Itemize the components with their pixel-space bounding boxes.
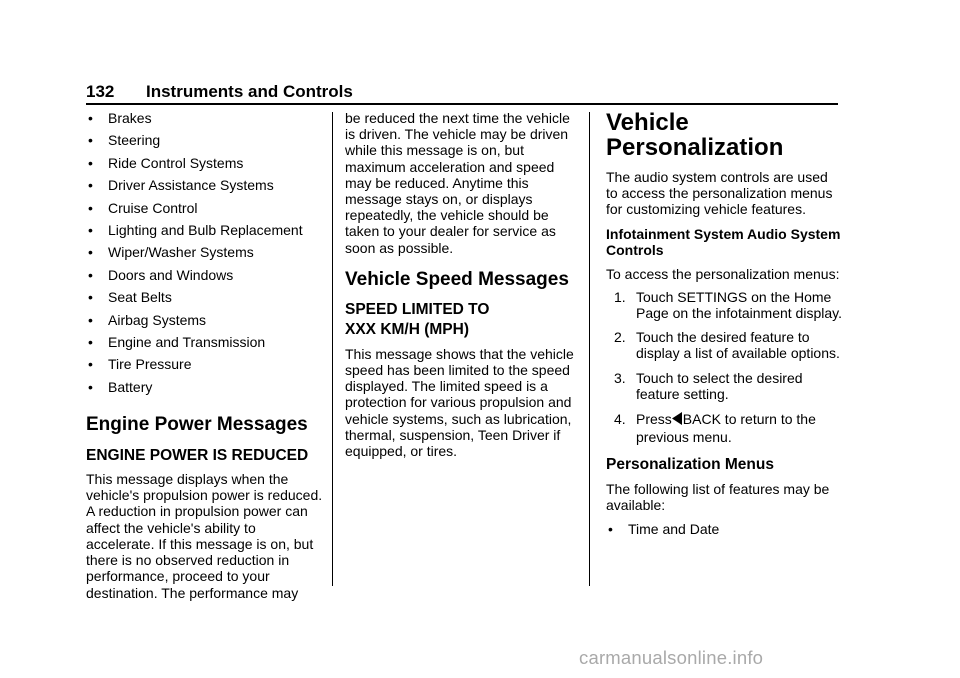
engine-power-paragraph: This message displays when the vehicle's propulsion power is reduced. A reduction in propulsion power can affect the vehicle's ability to accelerate. If this message is on, but there is no observed reduction in performance, proceed to your destination. The performance may	[86, 471, 323, 601]
step-number: 4.	[614, 411, 626, 428]
personalization-intro: The audio system controls are used to access the personalization menus for customizing vehicle features.	[606, 169, 833, 218]
watermark: carmanualsonline.info	[579, 647, 764, 668]
step-item	[606, 410, 842, 446]
step-number: 1.	[614, 288, 626, 305]
step-item	[606, 370, 842, 402]
heading-line1: Vehicle	[606, 109, 689, 136]
list-item: • Engine and Transmission	[86, 334, 326, 356]
speed-limited-paragraph: This message shows that the vehicle speed has been limited to the speed displayed. The limited speed is a protection for various propulsion and vehicle systems, such as lubrication, thermal, suspension, Teen Driver if equipped, or tires.	[345, 345, 574, 460]
speed-limited-title	[345, 300, 581, 340]
list-item: • Battery	[86, 379, 326, 401]
step-item	[606, 329, 842, 361]
infotainment-subheading: Infotainment System Audio System Controls	[606, 225, 841, 258]
list-item: • Brakes	[86, 110, 326, 132]
section-title: Instruments and Controls	[146, 82, 353, 101]
list-item: • Cruise Control	[86, 200, 326, 222]
step-text: Touch SETTINGS on the Home Page on the infotainment display.	[636, 288, 842, 322]
list-item: • Doors and Windows	[86, 267, 326, 289]
column-2	[345, 110, 581, 459]
step-text-post: BACK to return to the previous menu.	[636, 411, 816, 446]
column-3	[606, 110, 842, 544]
step-item	[606, 289, 842, 321]
menus-list	[606, 521, 842, 543]
step-text: Touch the desired feature to display a list of available options.	[636, 329, 840, 362]
page-header	[86, 82, 838, 102]
menus-intro: The following list of features may be available:	[606, 481, 830, 514]
engine-power-heading: Engine Power Messages	[86, 414, 308, 436]
list-item: • Airbag Systems	[86, 312, 326, 334]
list-item: • Driver Assistance Systems	[86, 177, 326, 199]
list-item: • Time and Date	[606, 521, 842, 543]
system-list	[86, 110, 326, 401]
personalization-menus-heading: Personalization Menus	[606, 456, 774, 474]
access-intro: To access the personalization menus:	[606, 265, 840, 282]
list-item: • Tire Pressure	[86, 356, 326, 378]
step-number: 2.	[614, 329, 626, 346]
column-divider-2	[589, 112, 590, 586]
step-text-pre: Press	[636, 411, 672, 428]
back-arrow-icon	[672, 412, 682, 425]
column-divider-1	[332, 112, 333, 586]
engine-power-reduced-title: ENGINE POWER IS REDUCED	[86, 447, 309, 465]
list-item: • Wiper/Washer Systems	[86, 244, 326, 266]
header-rule	[86, 103, 838, 105]
page-number: 132	[86, 82, 115, 101]
column-1	[86, 110, 326, 601]
list-item: • Lighting and Bulb Replacement	[86, 222, 326, 244]
step-text: Touch to select the desired feature setting.	[636, 369, 803, 402]
vehicle-speed-heading: Vehicle Speed Messages	[345, 268, 569, 290]
engine-power-paragraph-continued: be reduced the next time the vehicle is driven. The vehicle may be driven while this message is on, but maximum acceleration and speed may be reduced. Anytime this message stays on, or displays repeatedly, the vehicle should be taken to your dealer for service as soon as possible.	[345, 110, 570, 256]
access-steps	[606, 289, 842, 446]
heading-line2: Personalization	[606, 134, 784, 161]
list-item: • Ride Control Systems	[86, 155, 326, 177]
vehicle-personalization-heading	[606, 110, 842, 160]
list-item: • Seat Belts	[86, 289, 326, 311]
speed-limited-title-line2: XXX KM/H (MPH)	[345, 320, 469, 338]
step-number: 3.	[614, 369, 626, 386]
speed-limited-title-line1: SPEED LIMITED TO	[345, 300, 490, 318]
list-item: • Steering	[86, 132, 326, 154]
